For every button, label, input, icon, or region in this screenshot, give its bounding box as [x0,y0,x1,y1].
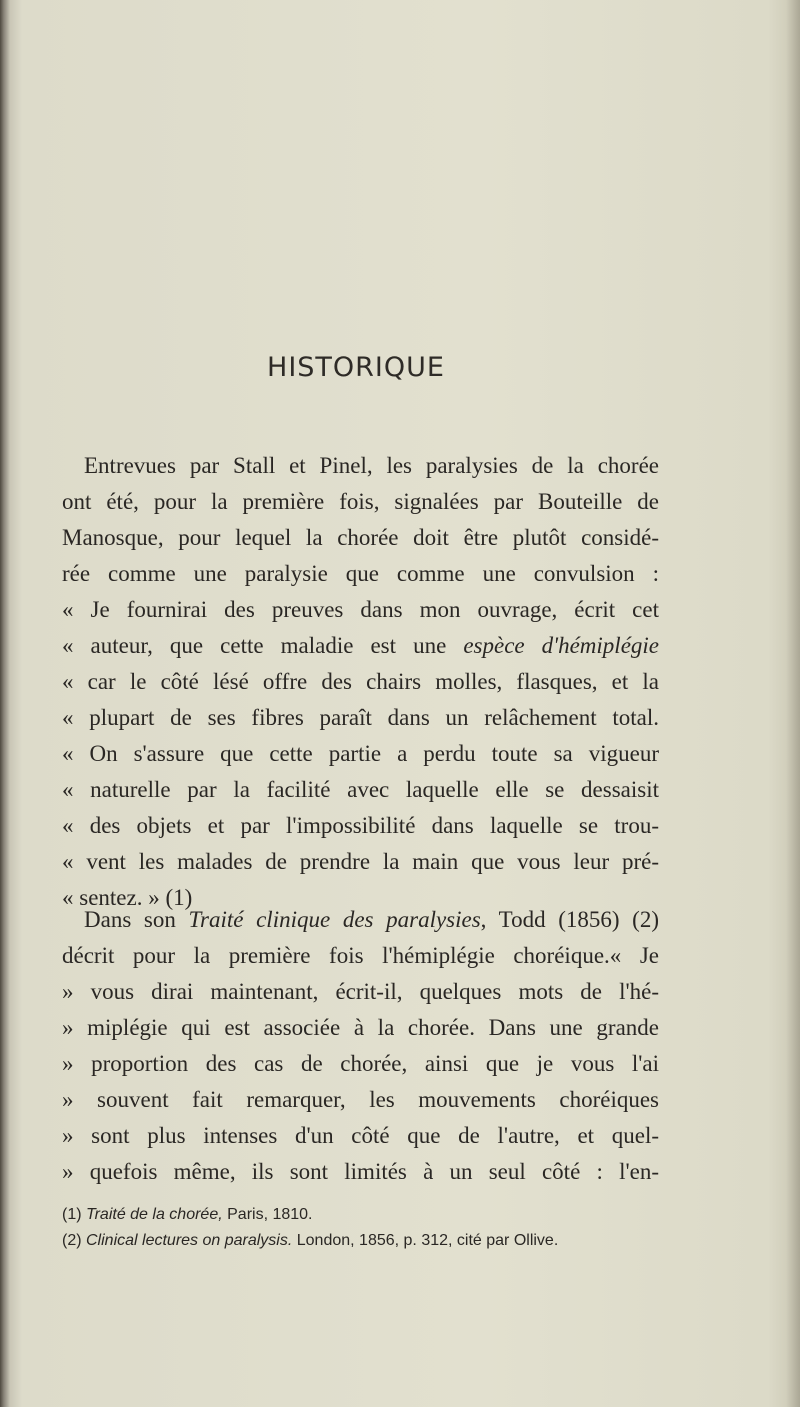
text-line: ont été, pour la première fois, signalées par Bouteille de [62,489,659,514]
footnote-number: (1) [62,1206,86,1223]
footnote-1 [62,1202,659,1228]
text-line: » quefois même, ils sont limités à un seul côté : l'en- [62,1159,659,1184]
text-line: » miplégie qui est associée à la chorée. Dans une grande [62,1015,659,1040]
text-line: « Je fournirai des preuves dans mon ouvrage, écrit cet [62,597,659,622]
text-line: rée comme une paralysie que comme une convulsion : [62,561,659,586]
text-line: » sont plus intenses d'un côté que de l'autre, et quel- [62,1123,659,1148]
footnote-2 [62,1228,659,1254]
text-line: » proportion des cas de chorée, ainsi que je vous l'ai [62,1051,659,1076]
text-line: « sentez. » (1) [62,885,193,910]
text-line: « naturelle par la facilité avec laquelle elle se dessaisit [62,777,659,802]
text-segment: , Todd (1856) (2) [480,907,659,932]
footnote-text: London, 1856, p. 312, cité par Ollive. [292,1232,559,1249]
text-line: « vent les malades de prendre la main que vous leur pré- [62,849,659,874]
text-line: Entrevues par Stall et Pinel, les paralysies de la chorée [84,453,659,478]
text-line: « car le côté lésé offre des chairs molles, flasques, et la [62,669,659,694]
page-edge-shadow [786,0,800,1407]
text-segment: Dans son [84,907,189,932]
footnote-title: Traité de la chorée, [86,1206,223,1223]
footnote-title: Clinical lectures on paralysis. [86,1232,293,1249]
text-line: « On s'assure que cette partie a perdu toute sa vigueur [62,741,659,766]
text-segment: « auteur, que cette maladie est une [62,633,464,658]
text-line [62,628,659,664]
text-line: « plupart de ses fibres paraît dans un relâchement total. [62,705,659,730]
footnote-number: (2) [62,1232,86,1249]
text-line: » souvent fait remarquer, les mouvements choréiques [62,1087,659,1112]
section-heading: HISTORIQUE [267,352,445,383]
italic-title: Traité clinique des paralysies [188,907,481,932]
italic-term: espèce d'hémiplégie [463,633,660,658]
text-line: décrit pour la première fois l'hémiplégie choréique.« Je [62,943,659,968]
text-line: « des objets et par l'impossibilité dans laquelle se trou- [62,813,659,838]
footnotes [62,1202,659,1254]
text-line [62,902,659,938]
text-line: Manosque, pour lequel la chorée doit être plutôt considé- [62,525,659,550]
text-line: » vous dirai maintenant, écrit-il, quelques mots de l'hé- [62,979,659,1004]
footnote-text: Paris, 1810. [222,1206,313,1223]
